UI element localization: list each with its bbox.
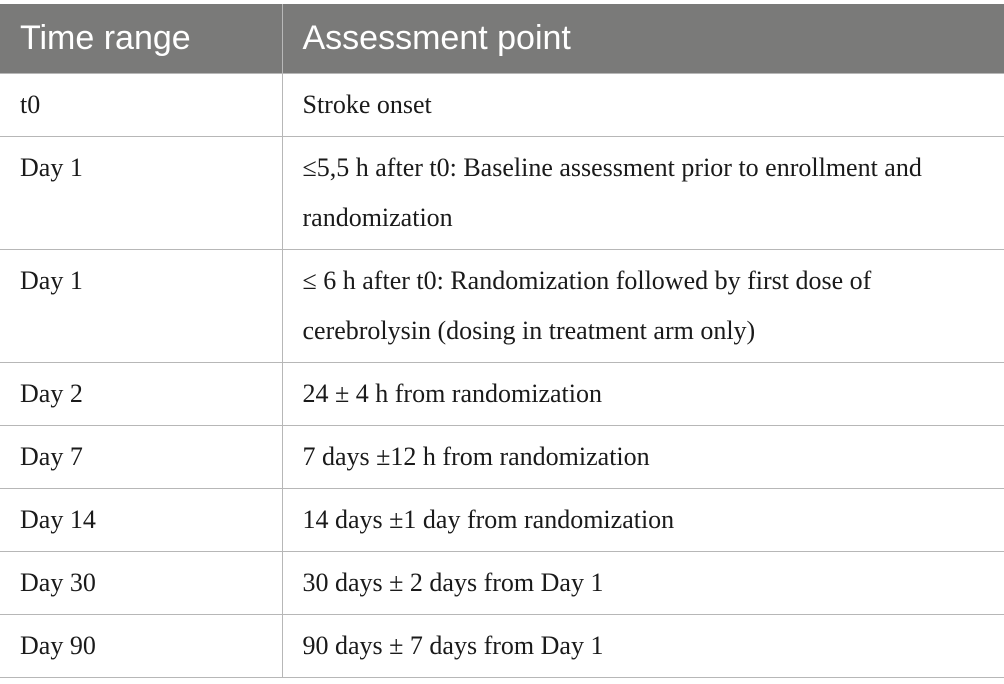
assessment-schedule-table [0, 4, 1004, 678]
assessment-point-cell: 14 days ±1 day from randomization [282, 489, 1004, 552]
table-row [0, 426, 1004, 489]
table-row [0, 363, 1004, 426]
assessment-point-cell: ≤5,5 h after t0: Baseline assessment prior to enrollment and randomization [282, 137, 1004, 250]
assessment-point-cell: 7 days ±12 h from randomization [282, 426, 1004, 489]
table-row [0, 250, 1004, 363]
assessment-point-cell: Stroke onset [282, 74, 1004, 137]
assessment-point-cell: 30 days ± 2 days from Day 1 [282, 552, 1004, 615]
assessment-point-cell: ≤ 6 h after t0: Randomization followed by first dose of cerebrolysin (dosing in treatment arm only) [282, 250, 1004, 363]
table-body [0, 74, 1004, 678]
table-row [0, 74, 1004, 137]
table-header [0, 4, 1004, 74]
table-row [0, 137, 1004, 250]
time-range-cell: Day 1 [0, 137, 282, 250]
assessment-point-cell: 90 days ± 7 days from Day 1 [282, 615, 1004, 678]
time-range-cell: t0 [0, 74, 282, 137]
table-row [0, 615, 1004, 678]
assessment-point-cell: 24 ± 4 h from randomization [282, 363, 1004, 426]
header-time-range: Time range [0, 4, 282, 74]
time-range-cell: Day 90 [0, 615, 282, 678]
time-range-cell: Day 30 [0, 552, 282, 615]
table-row [0, 489, 1004, 552]
header-row [0, 4, 1004, 74]
table-row [0, 552, 1004, 615]
time-range-cell: Day 2 [0, 363, 282, 426]
time-range-cell: Day 14 [0, 489, 282, 552]
time-range-cell: Day 1 [0, 250, 282, 363]
time-range-cell: Day 7 [0, 426, 282, 489]
header-assessment-point: Assessment point [282, 4, 1004, 74]
